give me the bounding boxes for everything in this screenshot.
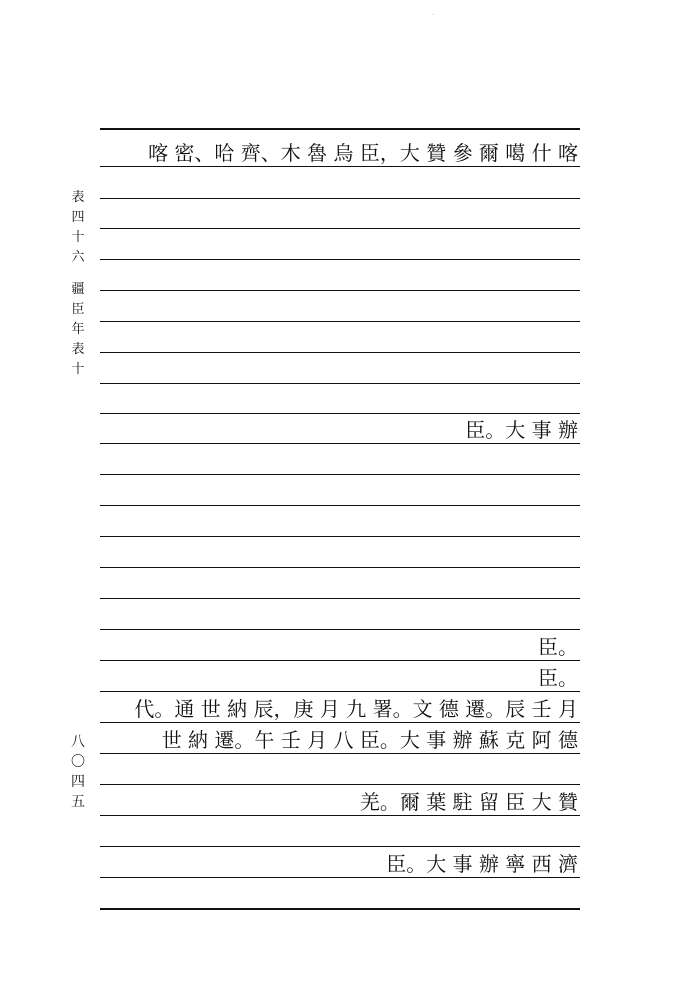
table-rule — [100, 443, 580, 444]
table-rule — [100, 290, 580, 291]
table-row — [100, 847, 578, 877]
page-number-char: 四 — [71, 774, 85, 790]
side-title-char: 疆 — [71, 282, 85, 297]
table-rule — [100, 753, 580, 754]
table-row — [100, 413, 578, 443]
table-rule — [100, 321, 580, 322]
table-rule — [100, 474, 580, 475]
table-rule — [100, 128, 580, 130]
page-number-char: 〇 — [71, 754, 85, 770]
table-rule — [100, 198, 580, 199]
scan-mark: · — [432, 12, 434, 19]
row-text: 臣。大 事 辦 寧 西 濟 — [386, 851, 578, 876]
table-rule — [100, 505, 580, 506]
row-text: 臣。 — [538, 634, 578, 659]
row-text: 代。通 世 納 辰，庚 月 九 署。文 德 遷。辰 壬 月 — [134, 696, 578, 721]
side-title-char: 臣 — [71, 302, 85, 317]
table-rule — [100, 383, 580, 384]
table-row — [100, 630, 578, 660]
table-row — [100, 136, 578, 166]
side-title-char: 十 — [71, 362, 85, 377]
row-text: 世 納 遷。午 壬 月 八 臣。大 事 辦 蘇 克 阿 德 — [161, 727, 578, 752]
page-number-char: 五 — [71, 794, 85, 810]
side-title-char: 表 — [71, 190, 85, 205]
table-rule — [100, 166, 580, 167]
side-title-char: 十 — [71, 230, 85, 245]
row-text: 臣。 — [538, 665, 578, 690]
side-title-char: 年 — [71, 322, 85, 337]
table-rule — [100, 352, 580, 353]
row-text: 臣。大 事 辦 — [465, 417, 578, 442]
table-rule — [100, 815, 580, 816]
table-rule — [100, 908, 580, 910]
row-text: 喀 密、哈 齊、木 魯 烏 臣，大 贊 參 爾 噶 什 喀 — [148, 140, 578, 165]
table-rule — [100, 567, 580, 568]
page-number — [67, 732, 89, 812]
table-rule — [100, 598, 580, 599]
side-title-char: 四 — [71, 210, 85, 225]
table-rule — [100, 259, 580, 260]
table-row — [100, 785, 578, 815]
side-title-char: 表 — [71, 342, 85, 357]
side-title-char: 六 — [71, 250, 85, 265]
row-text: 羌。爾 葉 駐 留 臣 大 贊 — [359, 789, 578, 814]
table-rule — [100, 877, 580, 878]
table-row — [100, 661, 578, 691]
table-row — [100, 723, 578, 753]
table-row — [100, 692, 578, 722]
table-rule — [100, 536, 580, 537]
side-title-gap — [68, 268, 88, 280]
page-number-char: 八 — [71, 734, 85, 750]
table-rule — [100, 228, 580, 229]
side-title — [68, 188, 88, 380]
